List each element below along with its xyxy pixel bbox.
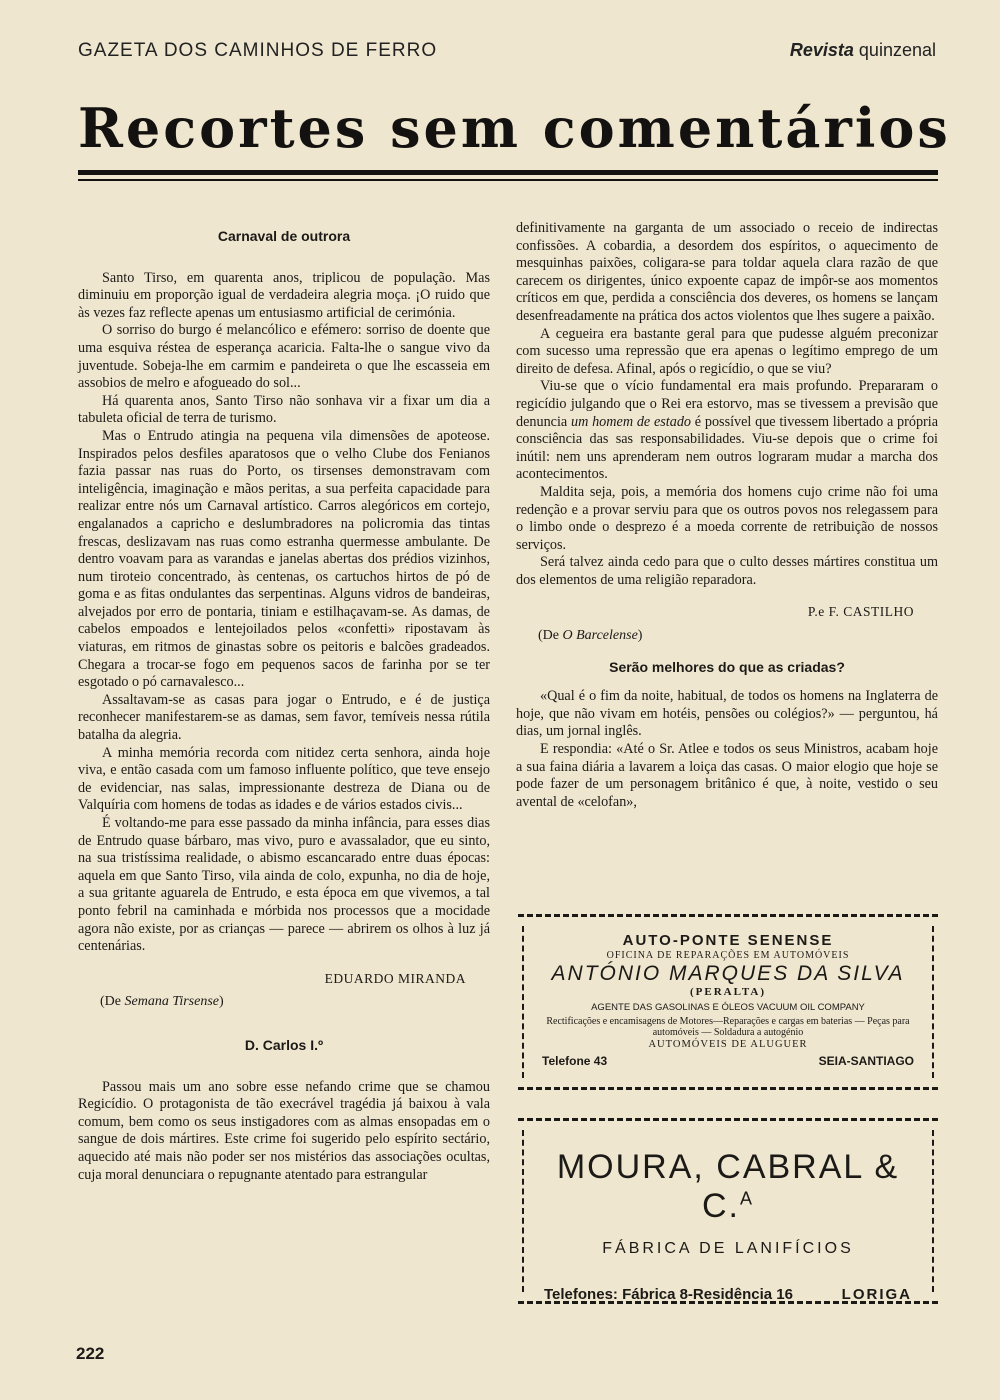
ad-auto-ponte-nickname: (PERALTA)	[689, 986, 767, 998]
carnaval-author: EDUARDO MIRANDA	[324, 970, 466, 986]
ad-auto-ponte-subtitle: OFICINA DE REPARAÇÕES EM AUTOMÓVEIS	[606, 950, 850, 961]
ad-auto-ponte-place: SEIA-SANTIAGO	[818, 1054, 914, 1068]
article-title-carnaval: Carnaval de outrora	[217, 228, 351, 244]
dcarlos-paragraph-5: Será talvez ainda cedo para que o culto desses mártires constitua um dos elementos de uma religião reparadora.	[516, 554, 938, 588]
dcarlos-paragraph-4: Maldita seja, pois, a memória dos homens cujo crime não foi uma redenção e a provar serviu para que os outros povos nos relegassem para o limbo onde o desprezo é a moeda corrente de retribuição de nossos serviços.	[516, 483, 938, 553]
carnaval-source-title: Semana Tirsense	[124, 994, 219, 1010]
advertisement-moura-cabral	[518, 1118, 938, 1304]
carnaval-paragraph-5: Assaltavam-se as casas para jogar o Entrudo, e é de justiça reconhecer manifestarem-se as damas, sem favor, temíveis nessa rútila batalha da alegria.	[78, 691, 490, 744]
dcarlos-source	[538, 627, 938, 645]
article-title-criadas: Serão melhores do que as criadas?	[609, 658, 845, 675]
carnaval-source-suffix: )	[219, 994, 224, 1010]
criadas-paragraph-1: «Qual é o fim da noite, habitual, de todos os homens na Inglaterra de hoje, que não vivam em hotéis, pensões ou colégios?» — perguntou, há dias, um jornal inglês.	[516, 688, 938, 740]
dcarlos-paragraph-3	[516, 378, 938, 484]
dcarlos-source-title: O Barcelense	[562, 628, 638, 644]
carnaval-paragraph-3: Há quarenta anos, Santo Tirso não sonhava vir a fixar um dia a tabuleta oficial de terra de turismo.	[78, 392, 490, 427]
advertisement-moura-cabral-frame	[522, 1130, 934, 1303]
carnaval-paragraph-1: Santo Tirso, em quarenta anos, triplicou de população. Mas diminuiu em proporção igual de verdadeira alegria moça. ¡O ruido que às vezes faz reflecte apenas um entusiasmo artificial de cerimónia.	[78, 269, 490, 321]
ad-auto-ponte-agent: AGENTE DAS GASOLINAS E ÓLEOS VACUUM OIL COMPANY	[591, 1002, 865, 1013]
ad-moura-cabral-phones: Telefones: Fábrica 8-Residência 16	[544, 1286, 793, 1303]
ad-auto-ponte-services: Rectificações e encamisagens de Motores—Reparações e cargas em baterias — Peças para automóveis — Soldadura a autogénio	[546, 1016, 910, 1038]
carnaval-paragraph-2: O sorriso do burgo é melancólico e efémero: sorriso de doente que uma esquiva réstea de esperança acaricia. Falta-lhe o sangue vivo da juventude. Sobeja-lhe em carmim e pandeireta o que lhe escasseia em assobios de melro e afogueado do sol...	[78, 322, 490, 392]
dcarlos-author: P.e F. CASTILHO	[807, 604, 914, 620]
dcarlos-continuation: definitivamente na garganta de um associado o receio de indirectas confissões. A cobardia, a desordem dos espíritos, o aquecimento de mesquinhas paixões, coligara-se para toldar aquela clara razão de que carecem os dirigentes, único expoente capaz de impôr-se aos momentos críticos em que, perdida a consciência dos deveres, os homens se lançam desenfreadamente na prática dos actos violentos que lhes sugere a paixão.	[516, 220, 938, 324]
ad-moura-cabral-firm-sup: A	[739, 1188, 754, 1209]
dcarlos-source-prefix: (De	[538, 628, 563, 644]
ad-moura-cabral-footer	[544, 1286, 912, 1303]
dcarlos-source-suffix: )	[637, 628, 643, 644]
ad-auto-ponte-owner: ANTÓNIO MARQUES DA SILVA	[551, 962, 905, 985]
ad-auto-ponte-name: AUTO-PONTE SENENSE	[622, 932, 834, 949]
publication-frequency	[790, 40, 936, 61]
carnaval-paragraph-4: Mas o Entrudo atingia na pequena vila dimensões de apoteose. Inspirados pelos desfiles aparatosos que o velho Clube dos Fenianos fazia passar nas ruas do Porto, os tirsenses demonstravam com inteligência, imaginação e mãos peritas, a sua perfeita capacidade para realizar entre nós um Carnaval artístico. Carros alegóricos em cortejo, engalanados a capricho e deslumbradores na policromia das tintas frescas, deslizavam nas ruas como estranha quermesse ambulante. De dentro voavam para as varandas e janelas abertas dos prédios vizinhos, num tiroteio concentrado, às centenas, os cartuchos hirtos de pó de goma e as fitas ondulantes das serpentinas. Alguns vidros de bandeiras, alvejados por erro de pontaria, tiniam e estilhaçavam-se. As damas, de cabelos empoados e lentejoilados pelos «confetti» ripostavam às viaturas, em ritmos de ginastas sobre os peitoris e balcões gradeados. Chegara a trocar-se fogo em pequenos sacos de farinha por se ter esgotado o pó carnavalesco...	[78, 427, 490, 691]
ad-moura-cabral-firm-name: MOURA, CABRAL & C.	[556, 1148, 900, 1225]
carnaval-paragraph-6: A minha memória recorda com nitidez certa senhora, ainda hoje viva, e então casada com um famoso influente político, que teve ensejo de evidenciar, nas salas, impressionante destreza de Diana ou de Valquíria com homens de todas as idades e de vários estados civis...	[78, 744, 490, 814]
ad-auto-ponte-footer	[542, 1054, 914, 1068]
criadas-paragraph-2: E respondia: «Até o Sr. Atlee e todos os seus Ministros, acabam hoje a sua faina diária a lavarem a loiça das casas. O maior elogio que hoje se pode fazer de um personagem britânico é que, à noite, vestido o seu avental de «celofan»,	[516, 741, 938, 810]
carnaval-source	[100, 993, 490, 1011]
ad-moura-cabral-kind: FÁBRICA DE LANIFÍCIOS	[602, 1240, 854, 1257]
dcarlos-vicio-italic: um homem de estado	[570, 413, 692, 430]
article-title-dcarlos: D. Carlos I.º	[244, 1036, 324, 1053]
dcarlos-paragraph-2: A cegueira era bastante geral para que pudesse alguém preconizar com sucesso uma repressão que era apenas o legítimo emprego de um direito de defesa. Afinal, após o regicídio, o que se viu?	[516, 325, 938, 377]
revista-word: Revista	[789, 40, 854, 60]
section-masthead: Recortes sem comentários	[78, 96, 951, 160]
frequency-word: quinzenal	[853, 40, 936, 60]
left-column	[78, 218, 490, 1184]
ad-auto-ponte-phone: Telefone 43	[542, 1054, 608, 1068]
right-column	[516, 220, 938, 811]
advertisement-auto-ponte	[518, 914, 938, 1090]
ad-moura-cabral-firm	[544, 1148, 912, 1226]
dcarlos-vicio-after: é possível que tivessem libertado a própria consciência das sas responsabilidades. Viu-se depois que o crime foi inútil: nem uns aprenderam nem outros lograram mudar a marcha dos acontecimentos.	[516, 413, 938, 483]
masthead-rule-thin	[78, 179, 938, 181]
publication-name: GAZETA DOS CAMINHOS DE FERRO	[78, 40, 438, 61]
carnaval-source-prefix: (De	[100, 994, 125, 1010]
ad-moura-cabral-place: LORIGA	[841, 1286, 912, 1303]
ad-auto-ponte-rental: AUTOMÓVEIS DE ALUGUER	[648, 1039, 808, 1050]
page-number: 222	[76, 1344, 105, 1363]
advertisement-auto-ponte-frame	[522, 926, 934, 1078]
masthead-rule-thick	[78, 170, 938, 175]
carnaval-paragraph-7: É voltando-me para esse passado da minha infância, para esses dias de Entrudo quase bárbaro, mas vivo, puro e avassalador, que eu sinto, na sua tristíssima realidade, o abismo escancarado entre duas épocas: aquela em que Santo Tirso, vila ainda de colo, expunha, no dia de hoje, a sua gritante aguarela de Entrudo, e esta época em que vivemos, a tal ponto febril na caminhada e mórbida nos processos que a mocidade agora não existe, por as crianças — parece — abrirem os olhos à luz já centenárias.	[78, 815, 490, 955]
dcarlos-vicio-before: Viu-se que o vício fundamental era mais profundo. Prepararam o regicídio julgando que o Rei era estorvo, mas se tivessem a previsão que denuncia	[516, 378, 938, 430]
dcarlos-paragraph-1: Passou mais um ano sobre esse nefando crime que se chamou Regicídio. O protagonista de tão execrável tragédia já baixou à vala comum, bem como os seus instigadores com as almas ensopadas em o sangue de dois mártires. Este crime foi sugerido pelo espírito sectário, aquecido até mais não poder ser nos mistérios das associações ocultas, cuja moral denunciara o repugnante atentado para estrangular	[78, 1078, 490, 1183]
